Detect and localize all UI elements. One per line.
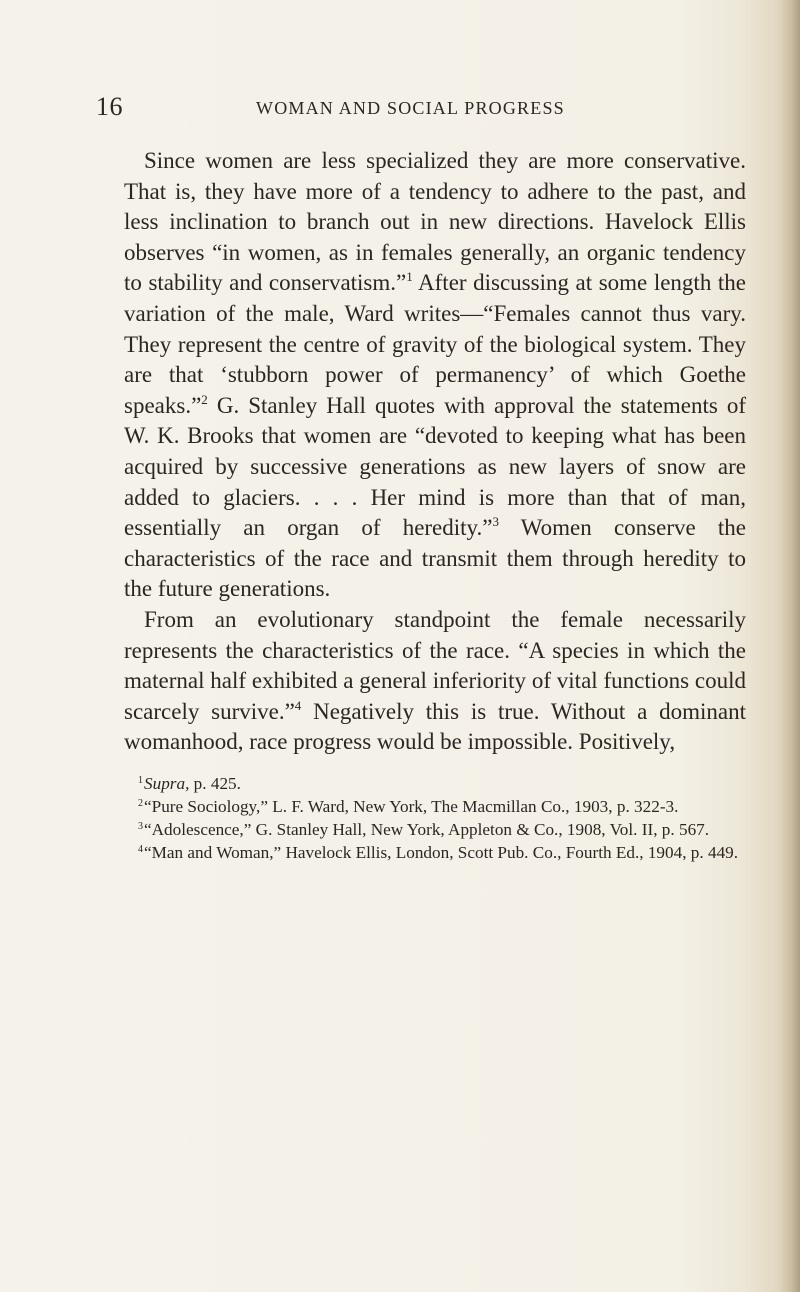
running-head: WOMAN AND SOCIAL PROGRESS	[256, 98, 565, 118]
footnote-ref: 1	[406, 269, 413, 285]
paragraph-text: Negatively this is true. Without a dominant womanhood, race progress would be impossible. Positively,	[124, 698, 746, 755]
footnote-1	[124, 772, 746, 795]
footnote-mark: 2	[138, 798, 143, 809]
page-edge-shadow	[778, 0, 800, 1292]
footnotes	[124, 772, 746, 864]
footnote-mark: 1	[138, 775, 143, 786]
paragraph-text: Since women are less specialized they are more conservative. That is, they have more of a tendency to adhere to the past, and less inclination to branch out in new directions. Havelock Ellis observes “in women, as in females generally, an organic tendency to stability and conservatism.”	[124, 148, 746, 296]
paragraph	[124, 146, 746, 605]
footnote-text: “Adolescence,” G. Stanley Hall, New York, Appleton & Co., 1908, Vol. II, p. 567.	[144, 820, 710, 839]
page-header	[96, 92, 756, 124]
paragraph-text: Women conserve the characteristics of the race and transmit them through heredity to the future generations.	[124, 515, 746, 602]
footnote-text: “Pure Sociology,” L. F. Ward, New York, The Macmillan Co., 1903, p. 322-3.	[144, 797, 679, 816]
footnote-text: “Man and Woman,” Havelock Ellis, London, Scott Pub. Co., Fourth Ed., 1904, p. 449.	[144, 843, 739, 862]
paragraph	[124, 605, 746, 758]
footnote-mark: 4	[138, 844, 143, 855]
body-text	[124, 146, 746, 758]
footnote-text: p. 425.	[189, 774, 241, 793]
footnote-mark: 3	[138, 821, 143, 832]
footnote-ref: 4	[294, 697, 302, 713]
footnote-2	[124, 795, 746, 818]
paragraph-text: G. Stanley Hall quotes with approval the statements of W. K. Brooks that women are “devoted to keeping what has been acquired by successive generations as new layers of snow are added to glaciers. . . . Her mind is more than that of man, essentially an organ of heredity.”	[124, 392, 746, 541]
footnote-4	[124, 841, 746, 864]
footnote-ref: 2	[201, 391, 208, 407]
footnote-italic: Supra,	[144, 774, 190, 793]
page-number: 16	[96, 92, 123, 121]
paragraph-text: After discussing at some length the variation of the male, Ward writes—“Females cannot thus vary. They represent the centre of gravity of the biological system. They are that ‘stubborn power of permanency’ of which Goethe speaks.”	[124, 270, 746, 418]
footnote-ref: 3	[492, 514, 500, 530]
paragraph-text: From an evolutionary standpoint the female necessarily represents the characteristics of the race. “A species in which the maternal half exhibited a general inferiority of vital functions could scarcely survive.”	[124, 606, 746, 724]
footnote-3	[124, 818, 746, 841]
